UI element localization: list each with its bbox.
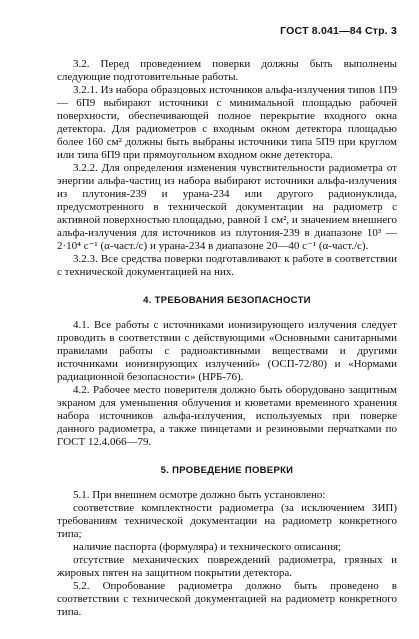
document-body [57,58,397,619]
paragraph-5-1-item-2: наличие паспорта (формуляра) и технического описания; [73,541,342,553]
paragraph-3-2-3: 3.2.3. Все средства поверки подготавливают к работе в соответствии с технической документацией на них. [57,253,397,278]
paragraph-3-2-2: 3.2.2. Для определения изменения чувствительности радиометра от энергии альфа-частиц из набора выбирают источники альфа-излучения из плутония-239 и урана-234 или другого радионуклида, предусмотренного в технической документации на радиометр с активной поверхностью площадью, равной 1 см², и значением внешнего альфа-излучения для источников из плутония-239 в диапазоне 10³ — 2·10⁴ с⁻¹ (α-част./с) и урана-234 в диапазоне 20—40 с⁻¹ (α-част./с). [57,162,397,252]
paragraph-5-2: 5.2. Опробование радиометра должно быть проведено в соответствии с технической документацией на радиометр конкретного типа. [57,580,397,618]
paragraph-5-1: 5.1. При внешнем осмотре должно быть установлено: [73,489,326,501]
paragraph-3-2: 3.2. Перед проведением поверки должны быть выполнены следующие подготовительные работы. [57,58,397,83]
paragraph-3-2-1: 3.2.1. Из набора образцовых источников альфа-излучения типов 1П9 — 6П9 выбирают источники с минимальной площадью рабочей поверхности, обеспечивающей полное перекрытие входного окна детектора. Для радиометров с входным окном детектора площадью более 160 см² должны быть выбраны источники типа 5П9 при круглом или типа 6П9 при прямоугольном входном окне детектора. [57,84,397,161]
page-header: ГОСТ 8.041—84 Стр. 3 [280,25,397,37]
paragraph-5-1-item-3: отсутствие механических повреждений радиометра, грязных и жировых пятен на защитном покрытии детектора. [57,554,397,579]
paragraph-4-1: 4.1. Все работы с источниками ионизирующего излучения следует проводить в соответствии с действующими «Основными санитарными правилами работы с радиоактивными веществами и другими источниками ионизирующих излучений» (ОСП-72/80) и «Нормами радиационной безопасности» (НРБ-76). [57,319,397,383]
paragraph-5-1-item-1: соответствие комплектности радиометра (за исключением ЗИП) требованиям технической документации на радиометр конкретного типа; [57,502,397,540]
section-4-heading: 4. ТРЕБОВАНИЯ БЕЗОПАСНОСТИ [143,295,311,306]
section-5-heading: 5. ПРОВЕДЕНИЕ ПОВЕРКИ [160,465,294,476]
paragraph-4-2: 4.2. Рабочее место поверителя должно быть оборудовано защитным экраном для уменьшения облучения и кюветами временного хранения набора источников альфа-излучения, используемых при поверке данного радиометра, а также пинцетами и резиновыми перчатками по ГОСТ 12.4.066—79. [57,384,397,448]
